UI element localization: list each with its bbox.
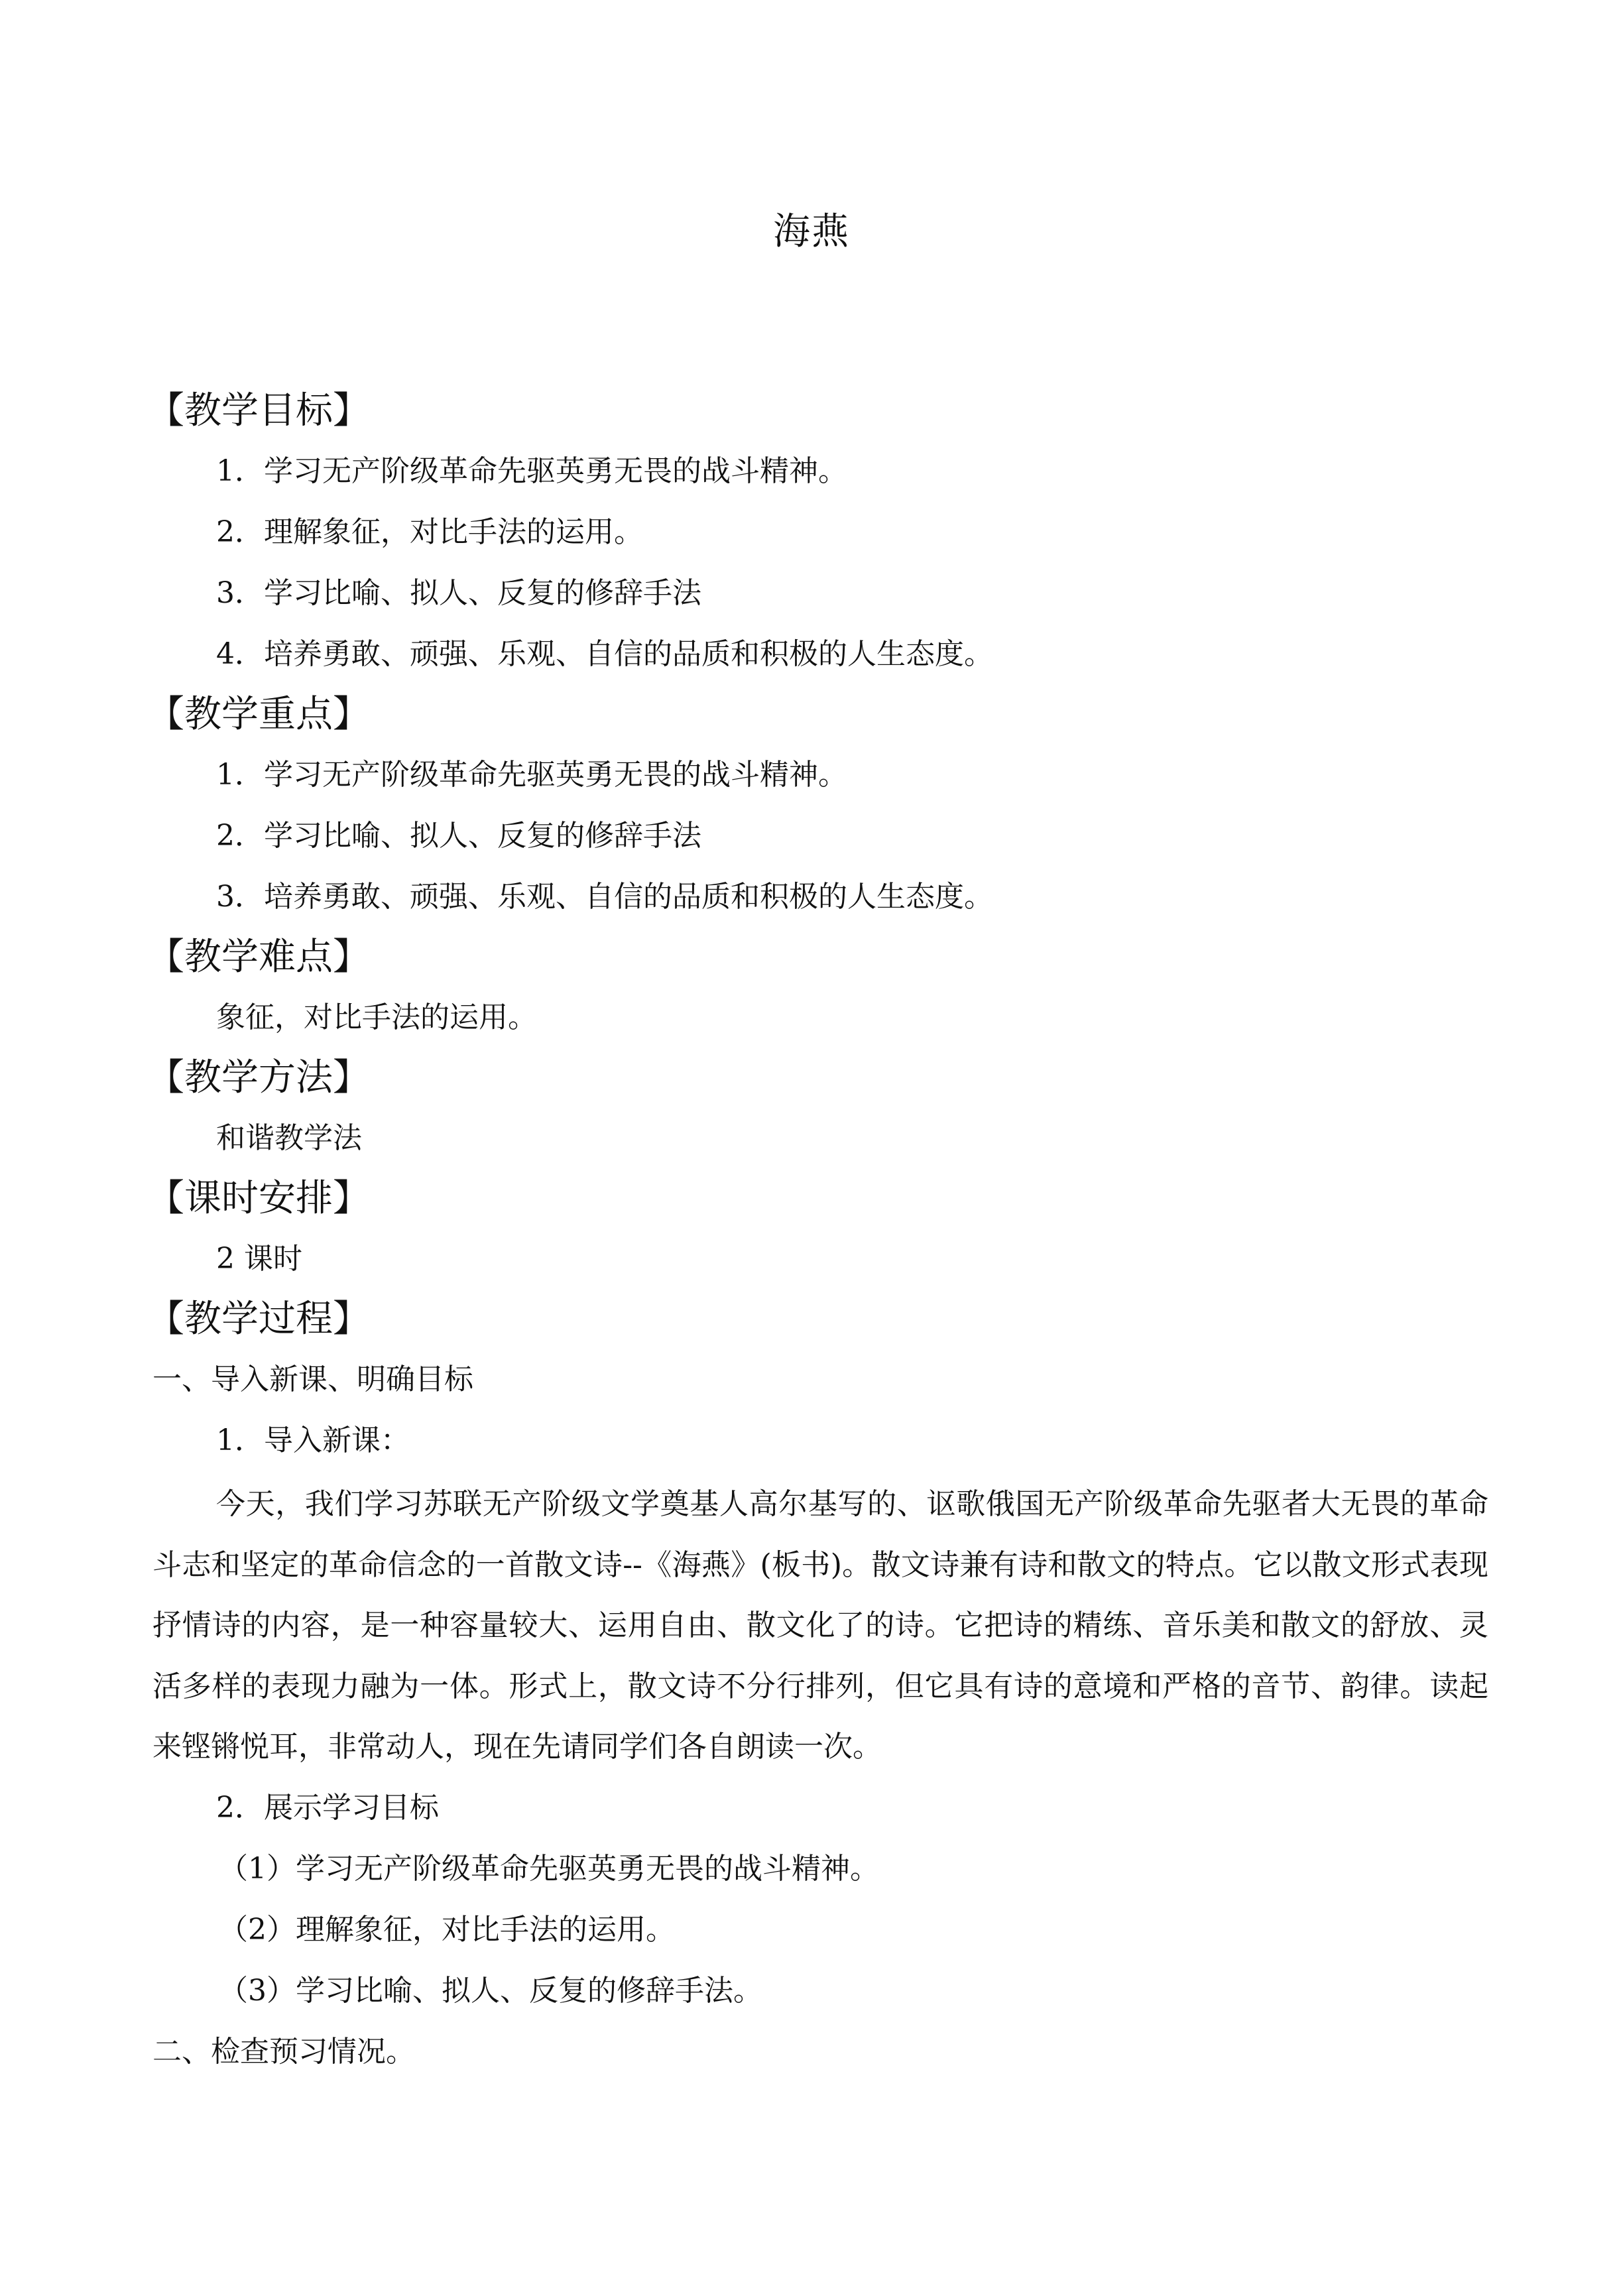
section-heading-difficulties: 【教学难点】 — [147, 936, 370, 979]
section-heading-schedule: 【课时安排】 — [147, 1177, 370, 1220]
objective-item: 2．理解象征，对比手法的运用。 — [216, 515, 643, 549]
process-step1-title: 1．导入新课： — [216, 1423, 410, 1457]
difficulties-text: 象征，对比手法的运用。 — [216, 1000, 537, 1034]
learning-goal-item: （3）学习比喻、拟人、反复的修辞手法。 — [219, 1973, 762, 2008]
process-part1-title: 一、导入新课、明确目标 — [152, 1362, 473, 1396]
objective-item: 4．培养勇敢、顽强、乐观、自信的品质和积极的人生态度。 — [216, 637, 993, 671]
section-heading-methods: 【教学方法】 — [147, 1056, 370, 1099]
objective-item: 1．学习无产阶级革命先驱英勇无畏的战斗精神。 — [216, 454, 847, 488]
methods-text: 和谐教学法 — [216, 1121, 362, 1155]
document-body — [147, 381, 1488, 2083]
section-heading-key-points: 【教学重点】 — [147, 693, 370, 736]
key-point-item: 1．学习无产阶级革命先驱英勇无畏的战斗精神。 — [216, 758, 847, 792]
process-step2-title: 2．展示学习目标 — [216, 1790, 439, 1825]
schedule-text: 2 课时 — [216, 1242, 302, 1276]
section-heading-process: 【教学过程】 — [147, 1298, 370, 1341]
section-heading-objectives: 【教学目标】 — [147, 389, 370, 432]
key-point-item: 3．培养勇敢、顽强、乐观、自信的品质和积极的人生态度。 — [216, 880, 993, 914]
learning-goal-item: （1）学习无产阶级革命先驱英勇无畏的战斗精神。 — [219, 1851, 879, 1886]
key-point-item: 2．学习比喻、拟人、反复的修辞手法 — [216, 819, 701, 853]
intro-paragraph: 今天，我们学习苏联无产阶级文学奠基人高尔基写的、讴歌俄国无产阶级革命先驱者大无畏的革命斗志和坚定的革命信念的一首散文诗--《海燕》(板书)。散文诗兼有诗和散文的特点。它以散文形式表现抒情诗的内容，是一种容量较大、运用自由、散文化了的诗。它把诗的精练、音乐美和散文的舒放、灵活多样的表现力融为一体。形式上，散文诗不分行排列，但它具有诗的意境和严格的音节、韵律。读起来铿锵悦耳，非常动人，现在先请同学们各自朗读一次。 — [152, 1487, 1488, 1764]
objective-item: 3．学习比喻、拟人、反复的修辞手法 — [216, 576, 701, 610]
page-title: 海燕 — [773, 210, 850, 253]
process-part2-title: 二、检查预习情况。 — [152, 2034, 415, 2069]
learning-goal-item: （2）理解象征，对比手法的运用。 — [219, 1912, 675, 1947]
